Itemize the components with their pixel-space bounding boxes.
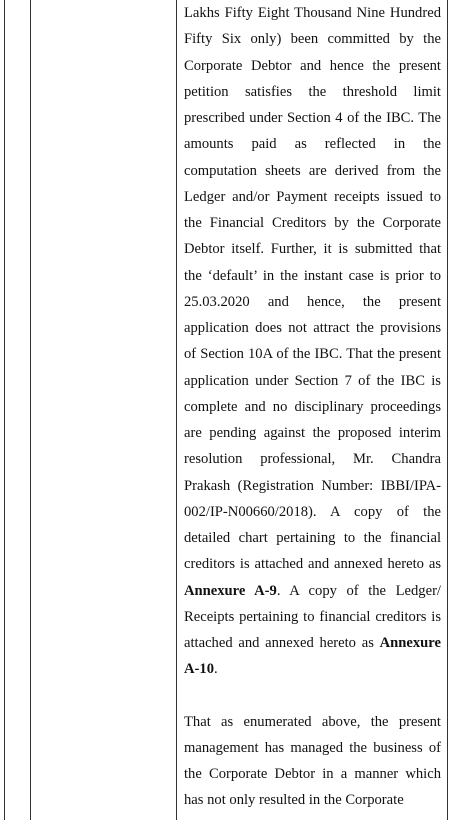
table-cell-content — [184, 0, 441, 814]
table-column-divider-1 — [30, 0, 31, 820]
paragraph-1-middle: . A copy of the Ledger/ Receipts pertaining to financial creditors is attached and annexed hereto as — [184, 582, 441, 651]
paragraph-1-end: . — [214, 661, 218, 678]
annexure-a9-label: Annexure A-9 — [184, 582, 277, 599]
table-column-divider-2 — [176, 0, 177, 820]
paragraph-1 — [184, 0, 441, 683]
paragraph-gap — [184, 683, 441, 709]
table-border-right — [447, 0, 448, 820]
paragraph-2: That as enumerated above, the present management has managed the business of the Corporate Debtor in a manner which has not only resulted in the Corporate — [184, 713, 441, 809]
annexure-a10-label: Annexure A-10 — [184, 635, 441, 678]
paragraph-1-lead: Lakhs Fifty Eight Thousand Nine Hundred Fifty Six only) been committed by the Corporate Debtor and hence the present petition satisfies the threshold limit prescribed under Section 4 of the IBC. The amounts paid as reflected in the computation sheets are derived from the Ledger and/or Payment receipts issued to the Financial Creditors by the Corporate Debtor itself. Further, it is submitted that the ‘default’ in the instant case is prior to 25.03.2020 and hence, the present application does not attract the provisions of Section 10A of the IBC. That the present application under Section 7 of the IBC is complete and no disciplinary proceedings are pending against the proposed interim resolution professional, Mr. Chandra Prakash (Registration Number: IBBI/IPA-002/IP-N00660/2018). A copy of the detailed chart pertaining to the financial creditors is attached and annexed hereto as — [184, 5, 441, 573]
table-border-left — [4, 0, 5, 820]
